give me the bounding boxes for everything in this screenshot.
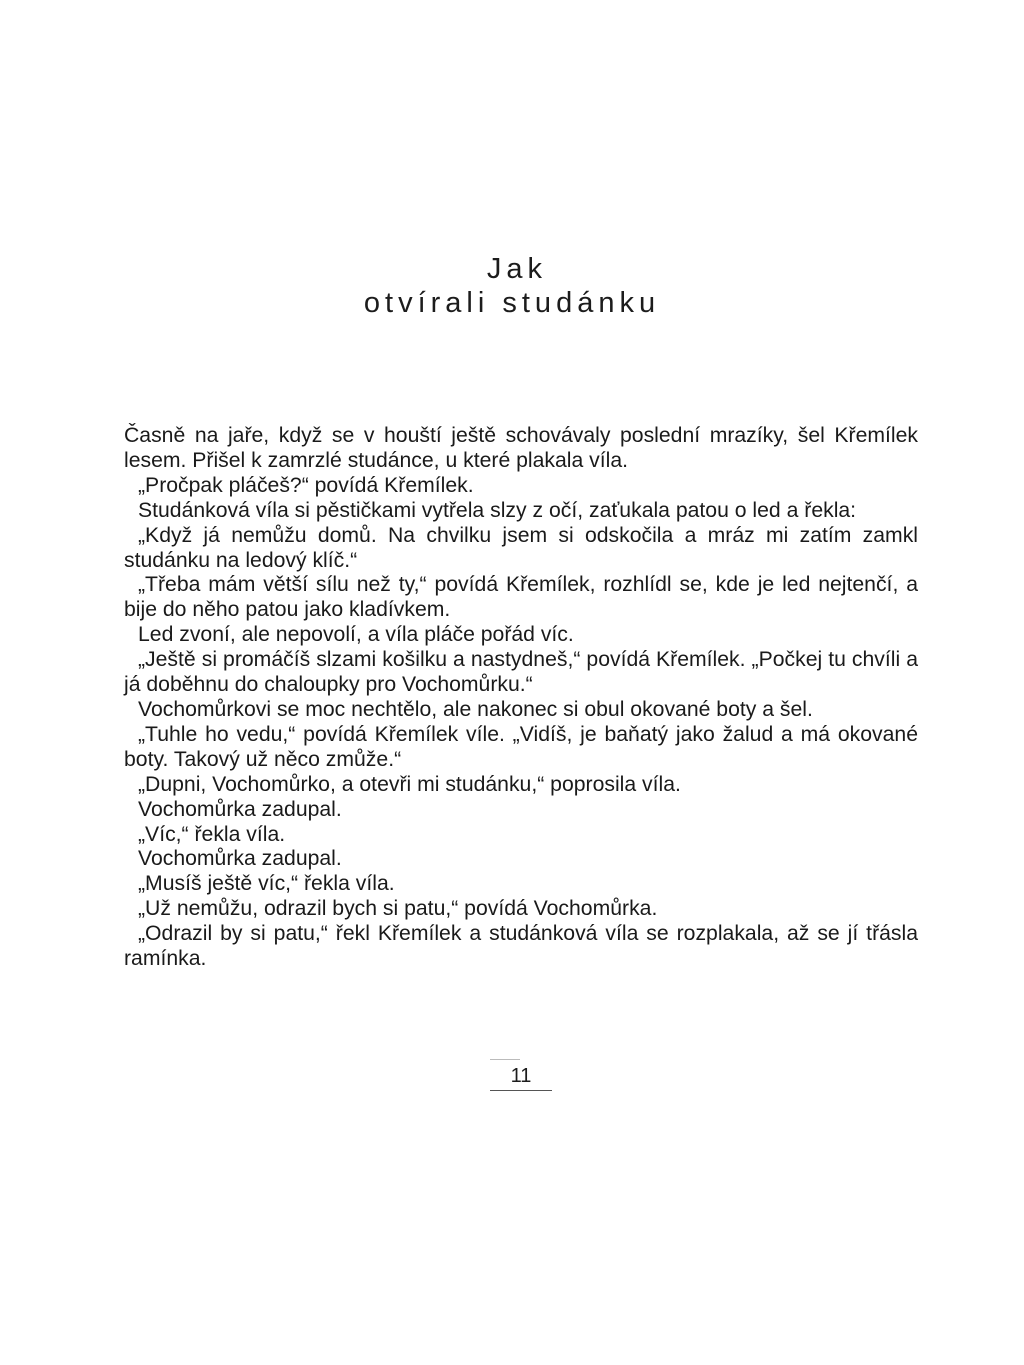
paragraph: Studánková víla si pěstičkami vytřela slzy z očí, zaťukala patou o led a řekla:	[138, 498, 857, 522]
paragraph: „Tuhle ho vedu,“ povídá Křemílek víle. „Vidíš, je baňatý jako žalud a má okované boty. Takový už něco zmůže.“	[124, 722, 918, 771]
paragraph: Vochomůrka zadupal.	[138, 797, 342, 821]
paragraph: „Třeba mám větší sílu než ty,“ povídá Křemílek, rozhlídl se, kde je led nejtenčí, a bije do něho patou jako kladívkem.	[124, 573, 918, 622]
paragraph: Vochomůrka zadupal.	[138, 847, 342, 871]
paragraph: „Víc,“ řekla víla.	[138, 822, 286, 846]
paragraph: „Pročpak pláčeš?“ povídá Křemílek.	[138, 473, 474, 497]
paragraph: „Odrazil by si patu,“ řekl Křemílek a studánková víla se rozplakala, až se jí třásla ramínka.	[124, 922, 918, 971]
paragraph: „Ještě si promáčíš slzami košilku a nastydneš,“ povídá Křemílek. „Počkej tu chvíli a já doběhnu do chaloupky pro Vochomůrku.“	[124, 648, 918, 697]
chapter-title	[0, 252, 1024, 320]
story-text	[124, 424, 918, 972]
paragraph: Časně na jaře, když se v houští ještě schovávaly poslední mrazíky, šel Křemílek lesem. Přišel k zamrzlé studánce, u které plakala víla.	[124, 424, 918, 472]
paragraph: „Když já nemůžu domů. Na chvilku jsem si odskočila a mráz mi zatím zamkl studánku na ledový klíč.“	[124, 523, 918, 572]
paragraph: „Dupni, Vochomůrko, a otevři mi studánku,“ poprosila víla.	[138, 772, 681, 796]
paragraph: „Už nemůžu, odrazil bych si patu,“ povídá Vochomůrka.	[138, 897, 658, 921]
paragraph: Vochomůrkovi se moc nechtělo, ale nakonec si obul okované boty a šel.	[138, 697, 813, 721]
page-number: 11	[490, 1064, 552, 1091]
page-number-rule	[490, 1059, 520, 1060]
paragraph: „Musíš ještě víc,“ řekla víla.	[138, 872, 395, 896]
chapter-title-line-2: otvírali studánku	[363, 287, 661, 319]
paragraph: Led zvoní, ale nepovolí, a víla pláče pořád víc.	[138, 623, 574, 647]
chapter-title-line-1: Jak	[486, 253, 548, 285]
